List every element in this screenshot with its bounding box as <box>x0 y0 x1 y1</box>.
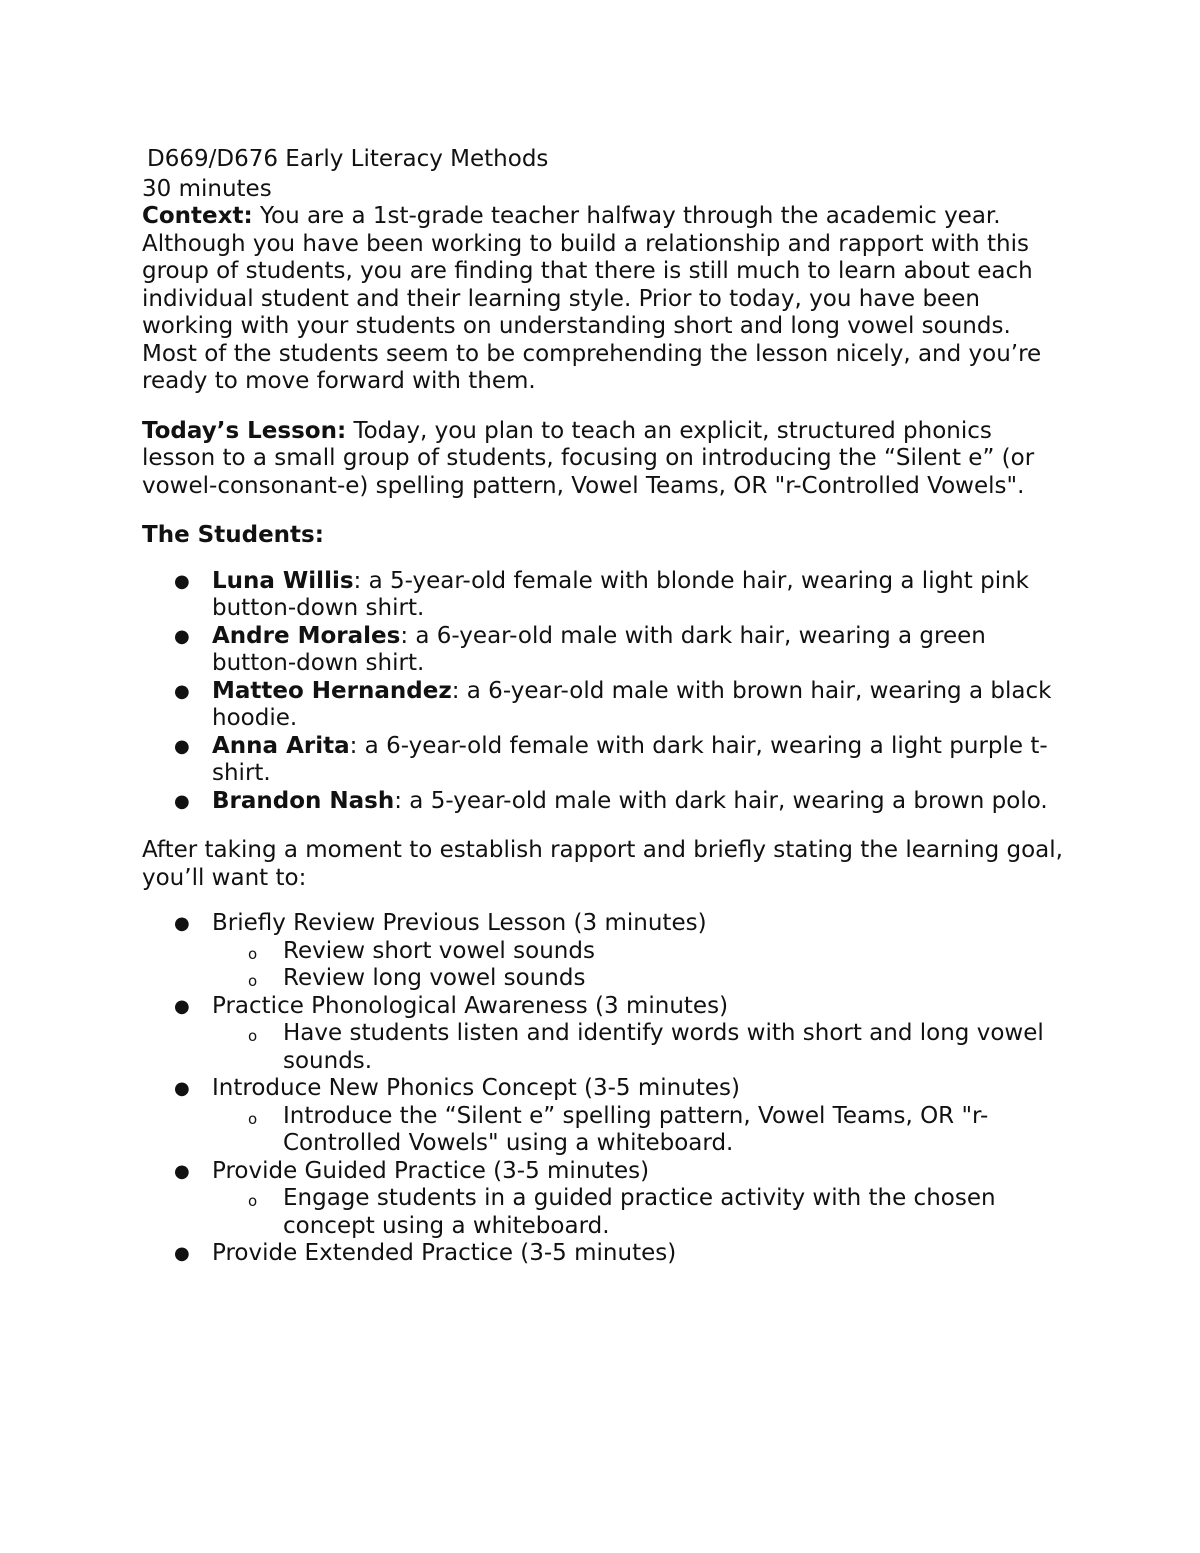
list-item <box>142 1075 1072 1158</box>
students-heading: The Students: <box>142 522 324 548</box>
sub-list-item <box>212 1185 1072 1240</box>
step-label: Introduce New Phonics Concept (3-5 minutes) <box>212 1075 740 1101</box>
sub-list <box>212 938 1072 993</box>
student-name: Matteo Hernandez <box>212 677 452 704</box>
circle-bullet-icon: o <box>248 944 258 963</box>
bullet-icon: ● <box>174 1078 190 1099</box>
list-item <box>142 788 1072 816</box>
bullet-icon: ● <box>174 625 190 647</box>
step-label: Practice Phonological Awareness (3 minutes) <box>212 992 729 1019</box>
list-item <box>142 910 1072 993</box>
bullet-icon: ● <box>174 995 190 1017</box>
bullet-icon: ● <box>174 913 190 934</box>
sub-list-item <box>212 1103 1072 1158</box>
list-item <box>142 1240 1072 1268</box>
students-list <box>142 568 1072 816</box>
todays-lesson-label: Today’s Lesson: <box>142 417 347 444</box>
list-item <box>142 568 1072 623</box>
list-item <box>142 1158 1072 1241</box>
list-item <box>142 733 1072 788</box>
list-item <box>142 678 1072 733</box>
sub-list <box>212 1020 1072 1075</box>
sub-item-text: Have students listen and identify words with short and long vowel sounds. <box>283 1020 1044 1074</box>
circle-bullet-icon: o <box>248 1109 258 1128</box>
duration: 30 minutes <box>142 175 272 202</box>
after-paragraph: After taking a moment to establish rapport and briefly stating the learning goal, you’ll want to: <box>142 837 1063 891</box>
step-label: Provide Extended Practice (3-5 minutes) <box>212 1240 677 1266</box>
sub-list <box>212 1103 1072 1158</box>
sub-item-text: Review short vowel sounds <box>283 937 595 964</box>
steps-list <box>142 910 1072 1268</box>
bullet-icon: ● <box>174 570 190 592</box>
todays-lesson-paragraph <box>142 418 1072 501</box>
sub-item-text: Introduce the “Silent e” spelling pattern, Vowel Teams, OR "r-Controlled Vowels" using a whiteboard. <box>283 1102 989 1156</box>
document-page <box>142 146 1072 1268</box>
student-name: Brandon Nash <box>212 787 395 814</box>
context-paragraph <box>142 203 1072 396</box>
student-name: Luna Willis <box>212 567 354 594</box>
bullet-icon: ● <box>174 790 190 812</box>
sub-list-item <box>212 965 1072 993</box>
student-name: Andre Morales <box>212 622 401 649</box>
list-item <box>142 623 1072 678</box>
sub-list-item <box>212 1020 1072 1075</box>
sub-item-text: Engage students in a guided practice activity with the chosen concept using a whiteboard. <box>283 1185 996 1239</box>
sub-list <box>212 1185 1072 1240</box>
student-name: Anna Arita <box>212 732 350 759</box>
student-desc: : a 6-year-old male with brown hair, wearing a black hoodie. <box>212 677 1052 731</box>
step-label: Briefly Review Previous Lesson (3 minutes) <box>212 910 707 936</box>
context-text: You are a 1st-grade teacher halfway through the academic year. Although you have been working to build a relationship and rapport with this group of students, you are finding that there is still much to learn about each individual student and their learning style. Prior to today, you have been working with your students on understanding short and long vowel sounds. Most of the students seem to be comprehending the lesson nicely, and you’re ready to move forward with them. <box>142 203 1042 394</box>
student-desc: : a 5-year-old female with blonde hair, wearing a light pink button-down shirt. <box>212 567 1029 621</box>
sub-item-text: Review long vowel sounds <box>283 965 586 991</box>
bullet-icon: ● <box>174 680 190 702</box>
context-label: Context: <box>142 203 253 229</box>
list-item <box>142 993 1072 1076</box>
step-label: Provide Guided Practice (3-5 minutes) <box>212 1157 650 1184</box>
circle-bullet-icon: o <box>248 1027 258 1045</box>
sub-list-item <box>212 938 1072 966</box>
student-desc: : a 5-year-old male with dark hair, wearing a brown polo. <box>394 787 1048 814</box>
bullet-icon: ● <box>174 735 190 757</box>
student-desc: : a 6-year-old male with dark hair, wearing a green button-down shirt. <box>212 622 986 676</box>
document-title: D669/D676 Early Literacy Methods <box>147 146 549 172</box>
circle-bullet-icon: o <box>248 1192 258 1210</box>
bullet-icon: ● <box>174 1160 190 1182</box>
todays-lesson-text: Today, you plan to teach an explicit, structured phonics lesson to a small group of students, focusing on introducing the “Silent e” (or vowel-consonant-e) spelling pattern, Vowel Teams, OR "r-Controlled Vowels". <box>142 417 1035 499</box>
student-desc: : a 6-year-old female with dark hair, wearing a light purple t-shirt. <box>212 732 1048 786</box>
bullet-icon: ● <box>174 1243 190 1264</box>
circle-bullet-icon: o <box>248 972 258 990</box>
